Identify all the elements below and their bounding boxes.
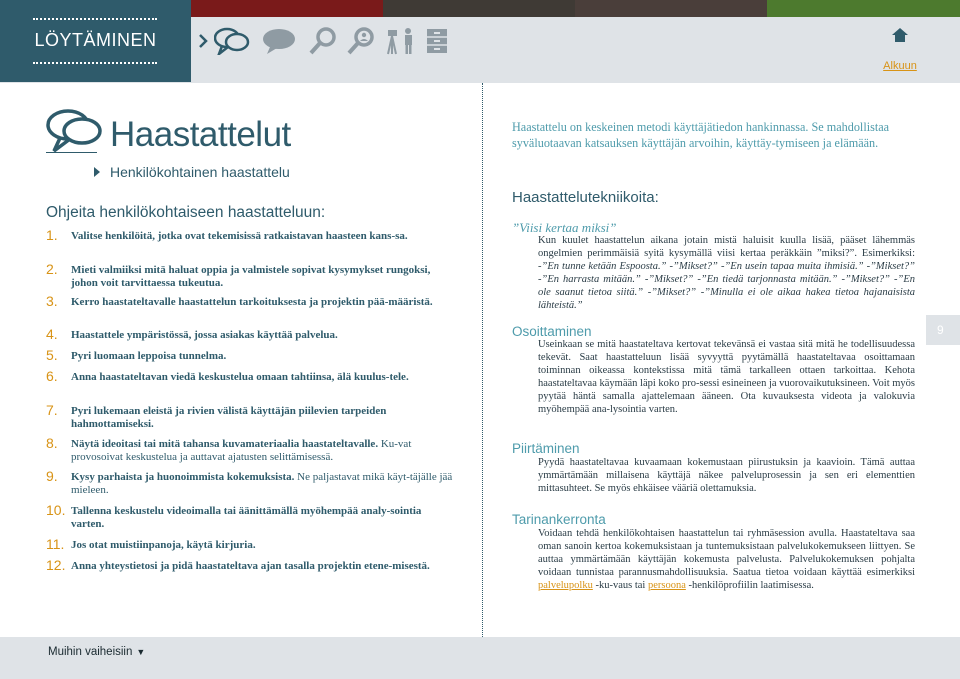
technique-text [538,527,915,592]
list-item [46,293,456,324]
page-number-tab [926,315,960,345]
list-item [46,468,456,499]
technique-text-body: -henkilöprofiilin laatimisessa. [685,580,814,591]
list-number: 3. [46,293,58,309]
stripe-segment [191,0,383,17]
list-number: 9. [46,468,58,484]
list-item-text: Anna haastateltavan viedä keskustelua omaan tahtiinsa, älä kuulus-tele. [71,371,409,383]
list-item [46,227,456,258]
speech-bubble-icon[interactable] [262,27,296,55]
home-link[interactable] [872,28,928,72]
list-item-text: Anna yhteystietosi ja pidä haastateltava ajan tasalla projektin etene-misestä. [71,560,430,572]
technique-text: Pyydä haastateltavaa kuvaamaan kokemustaan piirustuksin ja kaavioin. Tämä auttaa ymmärtämään millaisena käyttäjä näkee palveluprosessin ja sen eri elementtien mittasuhteet. Se myös ehkäisee vääriä olettamuksia. [538,457,915,494]
dotted-divider [33,62,157,64]
list-item-text: Mieti valmiiksi mitä haluat oppia ja valmistele sopivat kysymykset rungoksi, johon voit tarvittaessa tukeutua. [71,264,431,289]
technique-example: ”En tunne ketään Espoosta.” -”Mikset?” -”En usein tapaa muita ihmisiä.” -”Mikset?” -”En harrasta mitään.” -”Mikset?” -”En tiedä tarjonnasta mitään.” -”Mikset?” -”En ole saanut tietoa siitä.” -”Mikset?” -”Minulla ei ole aikaa hakea tietoa hajanaisista lähteistä.” [538,261,915,311]
chevron-down-icon: ▼ [136,647,146,657]
list-number: 2. [46,261,58,277]
home-link-label: Alkuun [883,60,917,72]
column-divider [482,83,483,637]
technique-text-body: Voidaan tehdä henkilökohtaisen haastattelun tai ryhmäsession avulla. Haastateltava saa oman sanoin kertoa kokemuksistaan ja tuntemuksistaan palvelukokemukseen liittyen. Se auttaa ymmärtämään käyttäjän kokemusta palvelusta. Palvelukokemuksen pohjalta voidaan tunnistaa parannusmahdollisuuksia. Saatua tietoa voidaan käyttää esimerkiksi [538,528,915,578]
list-item-text: Jos otat muistiinpanoja, käytä kirjuria. [71,539,256,551]
list-number: 5. [46,347,58,363]
list-item-text: Näytä ideoitasi tai mitä tahansa kuvamateriaalia haastateltavalle. [71,438,379,450]
dotted-divider [33,18,157,20]
palvelupolku-link[interactable]: palvelupolku [538,580,593,591]
list-item [46,261,456,292]
persoona-link[interactable]: persoona [647,580,686,591]
list-item-text: Haastattele ympäristössä, jossa asiakas käyttää palvelua. [71,329,338,341]
list-item [46,402,456,433]
technique-text [538,234,915,312]
technique-title: Piirtäminen [512,441,580,456]
magnifier-person-icon[interactable] [346,27,376,55]
magnifier-icon[interactable] [308,27,338,55]
list-item-note: Ku-vat provosoivat keskustelua ja auttavat ajatusten selittämisessä. [71,438,412,463]
list-item [46,326,456,344]
speech-bubbles-icon [46,107,106,157]
section-title: LÖYTÄMINEN [34,30,157,50]
file-cabinet-icon[interactable] [426,28,448,54]
list-number: 8. [46,435,58,451]
list-number: 4. [46,326,58,342]
list-item-text: Pyri luomaan leppoisa tunnelma. [71,350,227,362]
list-item [46,368,456,399]
list-number: 12. [46,557,66,573]
speech-bubbles-icon[interactable] [214,27,250,55]
list-item-note: Ne paljastavat mikä käyt-täjälle jää mieleen. [71,471,453,496]
stripe-segment [575,0,767,17]
other-phases-dropdown[interactable] [48,646,145,658]
list-number: 6. [46,368,58,384]
intro-paragraph: Haastattelu on keskeinen metodi käyttäjätiedon hankinnassa. Se mahdollistaa syväluotaavan katsauksen käyttäjän arvoihin, käyttäy-tymiseen ja elämään. [512,120,890,150]
page-number: 9 [937,323,944,337]
technique-title: Osoittaminen [512,324,592,339]
instructions-heading: Ohjeita henkilökohtaiseen haastatteluun: [46,204,326,221]
list-item-text: Kerro haastateltavalle haastattelun tarkoituksesta ja projektin pää-määristä. [71,296,433,308]
bottom-bar [0,637,960,679]
list-item-text: Pyri lukemaan eleistä ja rivien välistä käyttäjän piilevien tarpeiden hahmottamiseksi. [71,405,387,430]
title-underline [46,152,97,153]
list-item [46,502,456,533]
page-title: Haastattelut [110,115,291,154]
list-item [46,536,456,554]
list-item [46,435,456,466]
list-item-text: Kysy parhaista ja huonoimmista kokemuksista. [71,471,295,483]
techniques-heading: Haastattelutekniikoita: [512,189,659,206]
instructions-list [46,227,456,588]
section-tab-loytaminen[interactable] [0,0,191,82]
list-number: 1. [46,227,58,243]
technique-text: Useinkaan se mitä haastateltava kertovat tekevänsä ei vastaa sitä mitä he todellisuudessa tekevät. Saat haastatteluun lisää syvyyttä pyytämällä haastateltavaa osoittamaan toiminnan oikeassa kontekstissa mitä tämä tarkalleen ottaen tarkoittaa. Kehota haastateltavaa käymään läpi koko pro-sessi esineineen ja vuorovaikutuksineen. Voit myös pyytää häntä samalla ajattelemaan ääneen. Ota kuvauksesta videota ja valokuvia myöhempää ana-lysointia varten. [538,339,915,415]
technique-text-body: Kun kuulet haastattelun aikana jotain mistä haluisit kuulla lisää, pääset lähemmäs ongelmien perimmäisiä syitä kysymällä viisi kertaa peräkkäin ”miksi?”. Esimerkiksi: - [538,235,915,272]
technique-title: ”Viisi kertaa miksi” [512,220,617,235]
page-subtitle: Henkilökohtainen haastattelu [110,164,290,180]
list-item [46,347,456,365]
triangle-right-icon [94,167,100,177]
home-icon [892,28,908,42]
list-item [46,557,456,588]
list-item-text: Tallenna keskustelu videoimalla tai äänittämällä myöhempää analy-sointia varten. [71,505,422,530]
technique-text-body: -ku-vaus tai [592,580,648,591]
list-item-text: Valitse henkilöitä, jotka ovat tekemisissä ratkaistavan haasteen kans-sa. [71,230,408,242]
list-number: 11. [46,536,65,552]
dropdown-label: Muihin vaiheisiin [48,646,133,658]
list-number: 10. [46,502,66,518]
list-number: 7. [46,402,58,418]
camera-tripod-person-icon[interactable] [386,27,416,55]
stripe-segment [383,0,575,17]
technique-title: Tarinankerronta [512,512,606,527]
chevron-right-icon [198,34,208,48]
stripe-segment [767,0,960,17]
